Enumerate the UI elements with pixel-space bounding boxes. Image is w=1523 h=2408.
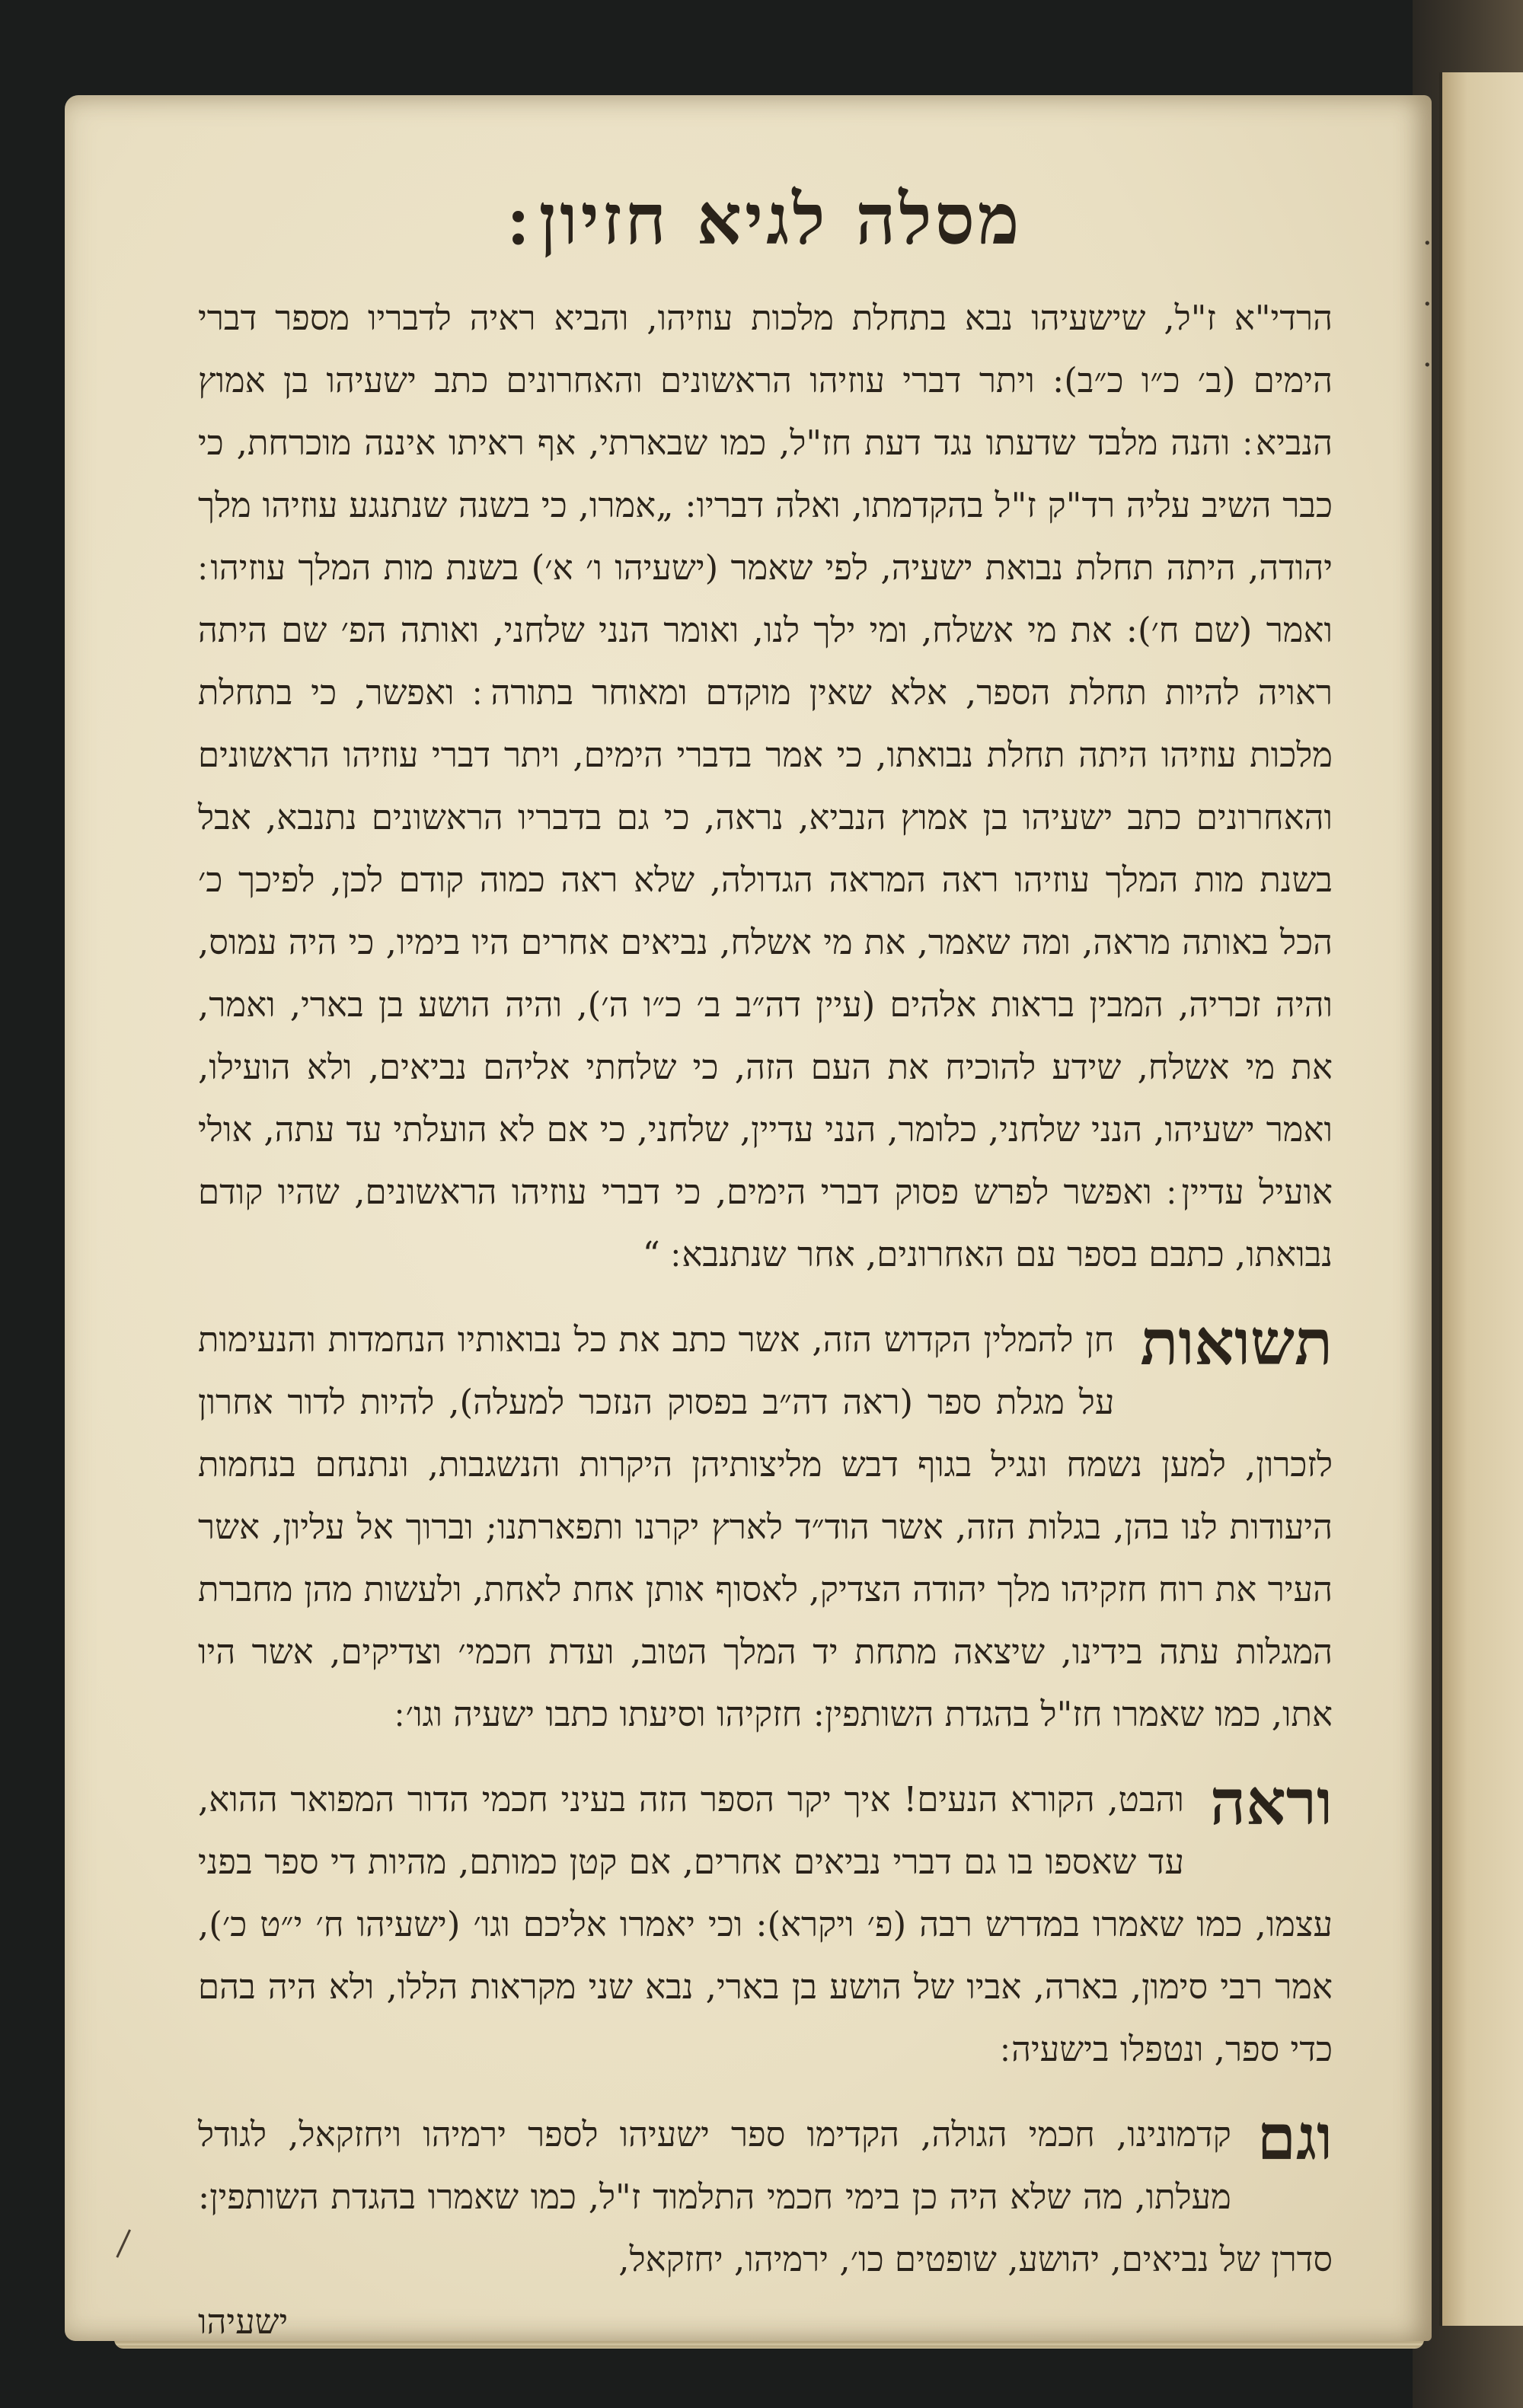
page-text [198, 178, 1333, 2353]
paragraph-teshuot [198, 1306, 1333, 1746]
facing-page-edge [1439, 72, 1523, 2326]
paragraph-text: והבט, הקורא הנעים! איך יקר הספר הזה בעיני חכמי הדור המפואר ההוא, עד שאספו בו גם דברי נביאים אחרים, אם קטן כמותם, מהיות די ספר בפני עצמו, כמו שאמרו במדרש רבה (פ׳ ויקרא): וכי יאמרו אליכם וגו׳ (ישעיהו ח׳ י״ט כ׳), אמר רבי סימון, בארה, אביו של הושע בן בארי, נבא שני מקראות הללו, ולא היה בהם כדי ספר, ונטפלו בישעיה ׃ [198, 1778, 1333, 2069]
paragraph-ureeh [198, 1765, 1333, 2081]
paragraph-text: הרדי"א ז"ל, שישעיהו נבא בתחלת מלכות עוזיהו, והביא ראיה לדבריו מספר דברי הימים (ב׳ כ״ו כ״ב): ויתר דברי עוזיהו הראשונים והאחרונים כתב ישעיהו בן אמוץ הנביא ׃ והנה מלבד שדעתו נגד דעת חז"ל, כמו שבארתי, אף ראיתו איננה מוכרחת, כי כבר השיב עליה רד"ק ז"ל בהקדמתו, ואלה דבריו: „אמרו, כי בשנה שנתנגע עוזיהו מלך יהודה, היתה תחלת נבואת ישעיה, לפי שאמר (ישעיהו ו׳ א׳) בשנת מות המלך עוזיהו ׃ ואמר (שם ח׳): את מי אשלח, ומי ילך לנו, ואומר הנני שלחני, ואותה הפ׳ שם היתה ראויה להיות תחלת הספר, אלא שאין מוקדם ומאוחר בתורה ׃ ואפשר, כי בתחלת מלכות עוזיהו היתה תחלת נבואתו, כי אמר בדברי הימים, ויתר דברי עוזיהו הראשונים והאחרונים כתב ישעיהו בן אמוץ הנביא, נראה, כי גם בדבריו הראשונים נתנבא, אבל בשנת מות המלך עוזיהו ראה המראה הגדולה, שלא ראה כמוה קודם לכן, לפיכך כ׳ הכל באותה מראה, ומה שאמר, את מי אשלח, נביאים אחרים היו בימיו, כי היה עמוס, והיה זכריה, המבין בראות אלהים (עיין דה״ב ב׳ כ״ו ה׳), והיה הושע בן בארי, ואמר, את מי אשלח, שידע להוכיח את העם הזה, כי שלחתי אליהם נביאים, ולא הועילו, ואמר ישעיהו, הנני שלחני, כלומר, הנני עדיין, שלחני, כי אם לא הועלתי עד עתה, אולי אועיל עדיין ׃ ואפשר לפרש פסוק דברי הימים, כי דברי עוזיהו הראשונים, שהיו קודם נבואתו, כתבם בספר עם האחרונים, אחר שנתנבא ׃ “ [198, 297, 1333, 1274]
paragraph-vegam [198, 2100, 1333, 2291]
page-title: מסלה לגיא חזיון ׃ [508, 178, 1023, 260]
paragraph-lead-word: תשואות [1140, 1306, 1333, 1379]
paragraph-intro [198, 287, 1333, 1286]
paragraph-lead-word: וגם [1256, 2100, 1333, 2174]
catchword: ישעיהו [198, 2301, 289, 2342]
binding-marks: · · · [1422, 226, 1432, 383]
paragraph-lead-word: וראה [1209, 1765, 1333, 1839]
paragraph-text: קדמונינו, חכמי הגולה, הקדימו ספר ישעיהו לספר ירמיהו ויחזקאל, לגודל מעלתו, מה שלא היה כן בימי חכמי התלמוד ז"ל, כמו שאמרו בהגדת השותפין: סדרן של נביאים, יהושע, שופטים כו׳, ירמיהו, יחזקאל, [198, 2113, 1333, 2279]
paragraph-text: חן להמלין הקדוש הזה, אשר כתב את כל נבואותיו הנחמדות והנעימות על מגלת ספר (ראה דה״ב בפסוק הנזכר למעלה), להיות לדור אחרון לזכרון, למען נשמח ונגיל בגוף דבש מליצותיהן היקרות והנשגבות, ונתנחם בנחמות היעודות לנו בהן, בגלות הזה, אשר הוד״ד לארץ יקרנו ותפארתנו; וברוך אל עליון, אשר העיר את רוח חזקיהו מלך יהודה הצדיק, לאסוף אותן אחת לאחת, ולעשות מהן מחברת המגלות עתה בידינו, שיצאה מתחת יד המלך הטוב, ועדת חכמי׳ וצדיקים, אשר היו אתו, כמו שאמרו חז"ל בהגדת השותפין: חזקיהו וסיעתו כתבו ישעיה וגו׳ ׃ [198, 1319, 1333, 1734]
